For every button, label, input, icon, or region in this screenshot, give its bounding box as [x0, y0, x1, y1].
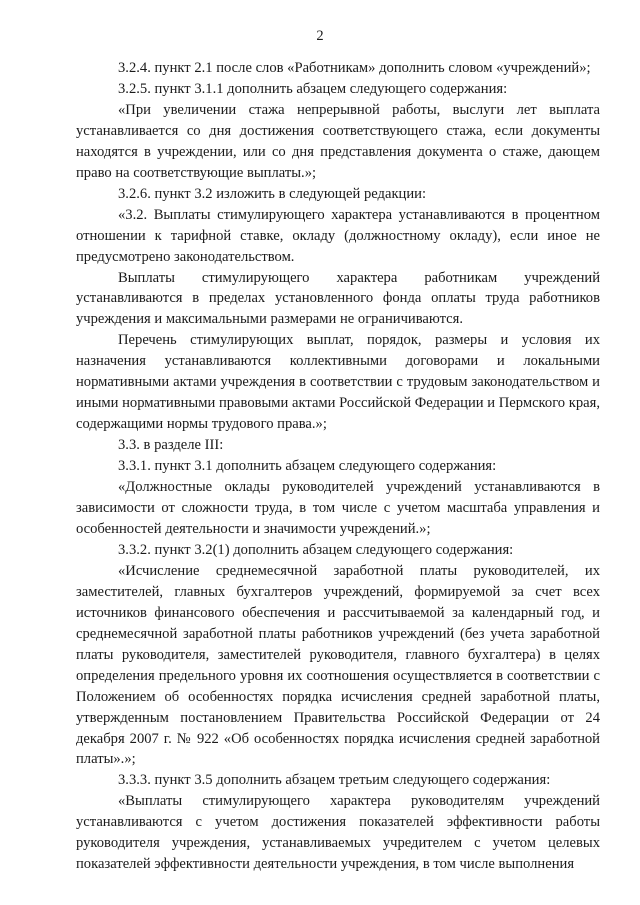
paragraph-3-2-5: 3.2.5. пункт 3.1.1 дополнить абзацем следующего содержания:	[118, 80, 508, 97]
paragraph-3-3: 3.3. в разделе III:	[118, 437, 224, 454]
paragraph-3-3-2: 3.3.2. пункт 3.2(1) дополнить абзацем следующего содержания:	[118, 541, 514, 558]
paragraph-quote-salaries: «Должностные оклады руководителей учреждений устанавливаются в зависимости от сложности труда, в том числе с учетом масштаба управления и особенностей деятельности и значимости учреждений.»;	[76, 479, 600, 537]
paragraph-quote-3-2: «3.2. Выплаты стимулирующего характера устанавливаются в процентном отношении к тарифной ставке, окладу (должностному окладу), если иное не предусмотрено законодательством.	[76, 206, 600, 265]
paragraph-3-3-1: 3.3.1. пункт 3.1 дополнить абзацем следующего содержания:	[118, 458, 497, 475]
page-number: 2	[316, 28, 324, 44]
paragraph-3-2-6: 3.2.6. пункт 3.2 изложить в следующей редакции:	[118, 185, 427, 202]
paragraph-stimulating-payments: Выплаты стимулирующего характера работникам учреждений устанавливаются в пределах установленного фонда оплаты труда работников учреждения и максимальными размерами не ограничиваются.	[76, 269, 600, 328]
paragraph-quote-managers-payments: «Выплаты стимулирующего характера руководителям учреждений устанавливаются с учетом достижения показателей эффективности работы руководителя учреждения, устанавливаемых учредителем с учетом целевых показателей эффективности деятельности учреждения, в том числе выполнения	[76, 793, 600, 873]
paragraph-3-3-3: 3.3.3. пункт 3.5 дополнить абзацем третьим следующего содержания:	[118, 772, 551, 789]
paragraph-list-of-payments: Перечень стимулирующих выплат, порядок, размеры и условия их назначения устанавливаются коллективными договорами и локальными нормативными актами учреждения в соответствии с трудовым законодательством и иными нормативными правовыми актами Российской Федерации и Пермского края, содержащими нормы трудового права.»;	[76, 332, 600, 433]
paragraph-quote-stazh: «При увеличении стажа непрерывной работы, выслуги лет выплата устанавливается со дня достижения соответствующего стажа, если документы находятся в учреждении, или со дня представления документа о стаже, дающем право на соответствующие выплаты.»;	[76, 101, 600, 181]
paragraph-3-2-4: 3.2.4. пункт 2.1 после слов «Работникам» дополнить словом «учреждений»;	[118, 60, 591, 76]
document-body	[76, 58, 600, 875]
paragraph-quote-average-salary: «Исчисление среднемесячной заработной платы руководителей, их заместителей, главных бухгалтеров учреждений, формируемой за счет всех источников финансового обеспечения и рассчитываемой за календарный год, и среднемесячной заработной платы работников учреждений (без учета заработной платы руководителя, заместителей руководителя, главного бухгалтера) в целях определения предельного уровня их соотношения осуществляется в соответствии с Положением об особенностях порядка исчисления средней заработной платы, утвержденным постановлением Правительства Российской Федерации от 24 декабря 2007 г. № 922 «Об особенностях порядка исчисления средней заработной платы».»;	[76, 562, 600, 768]
